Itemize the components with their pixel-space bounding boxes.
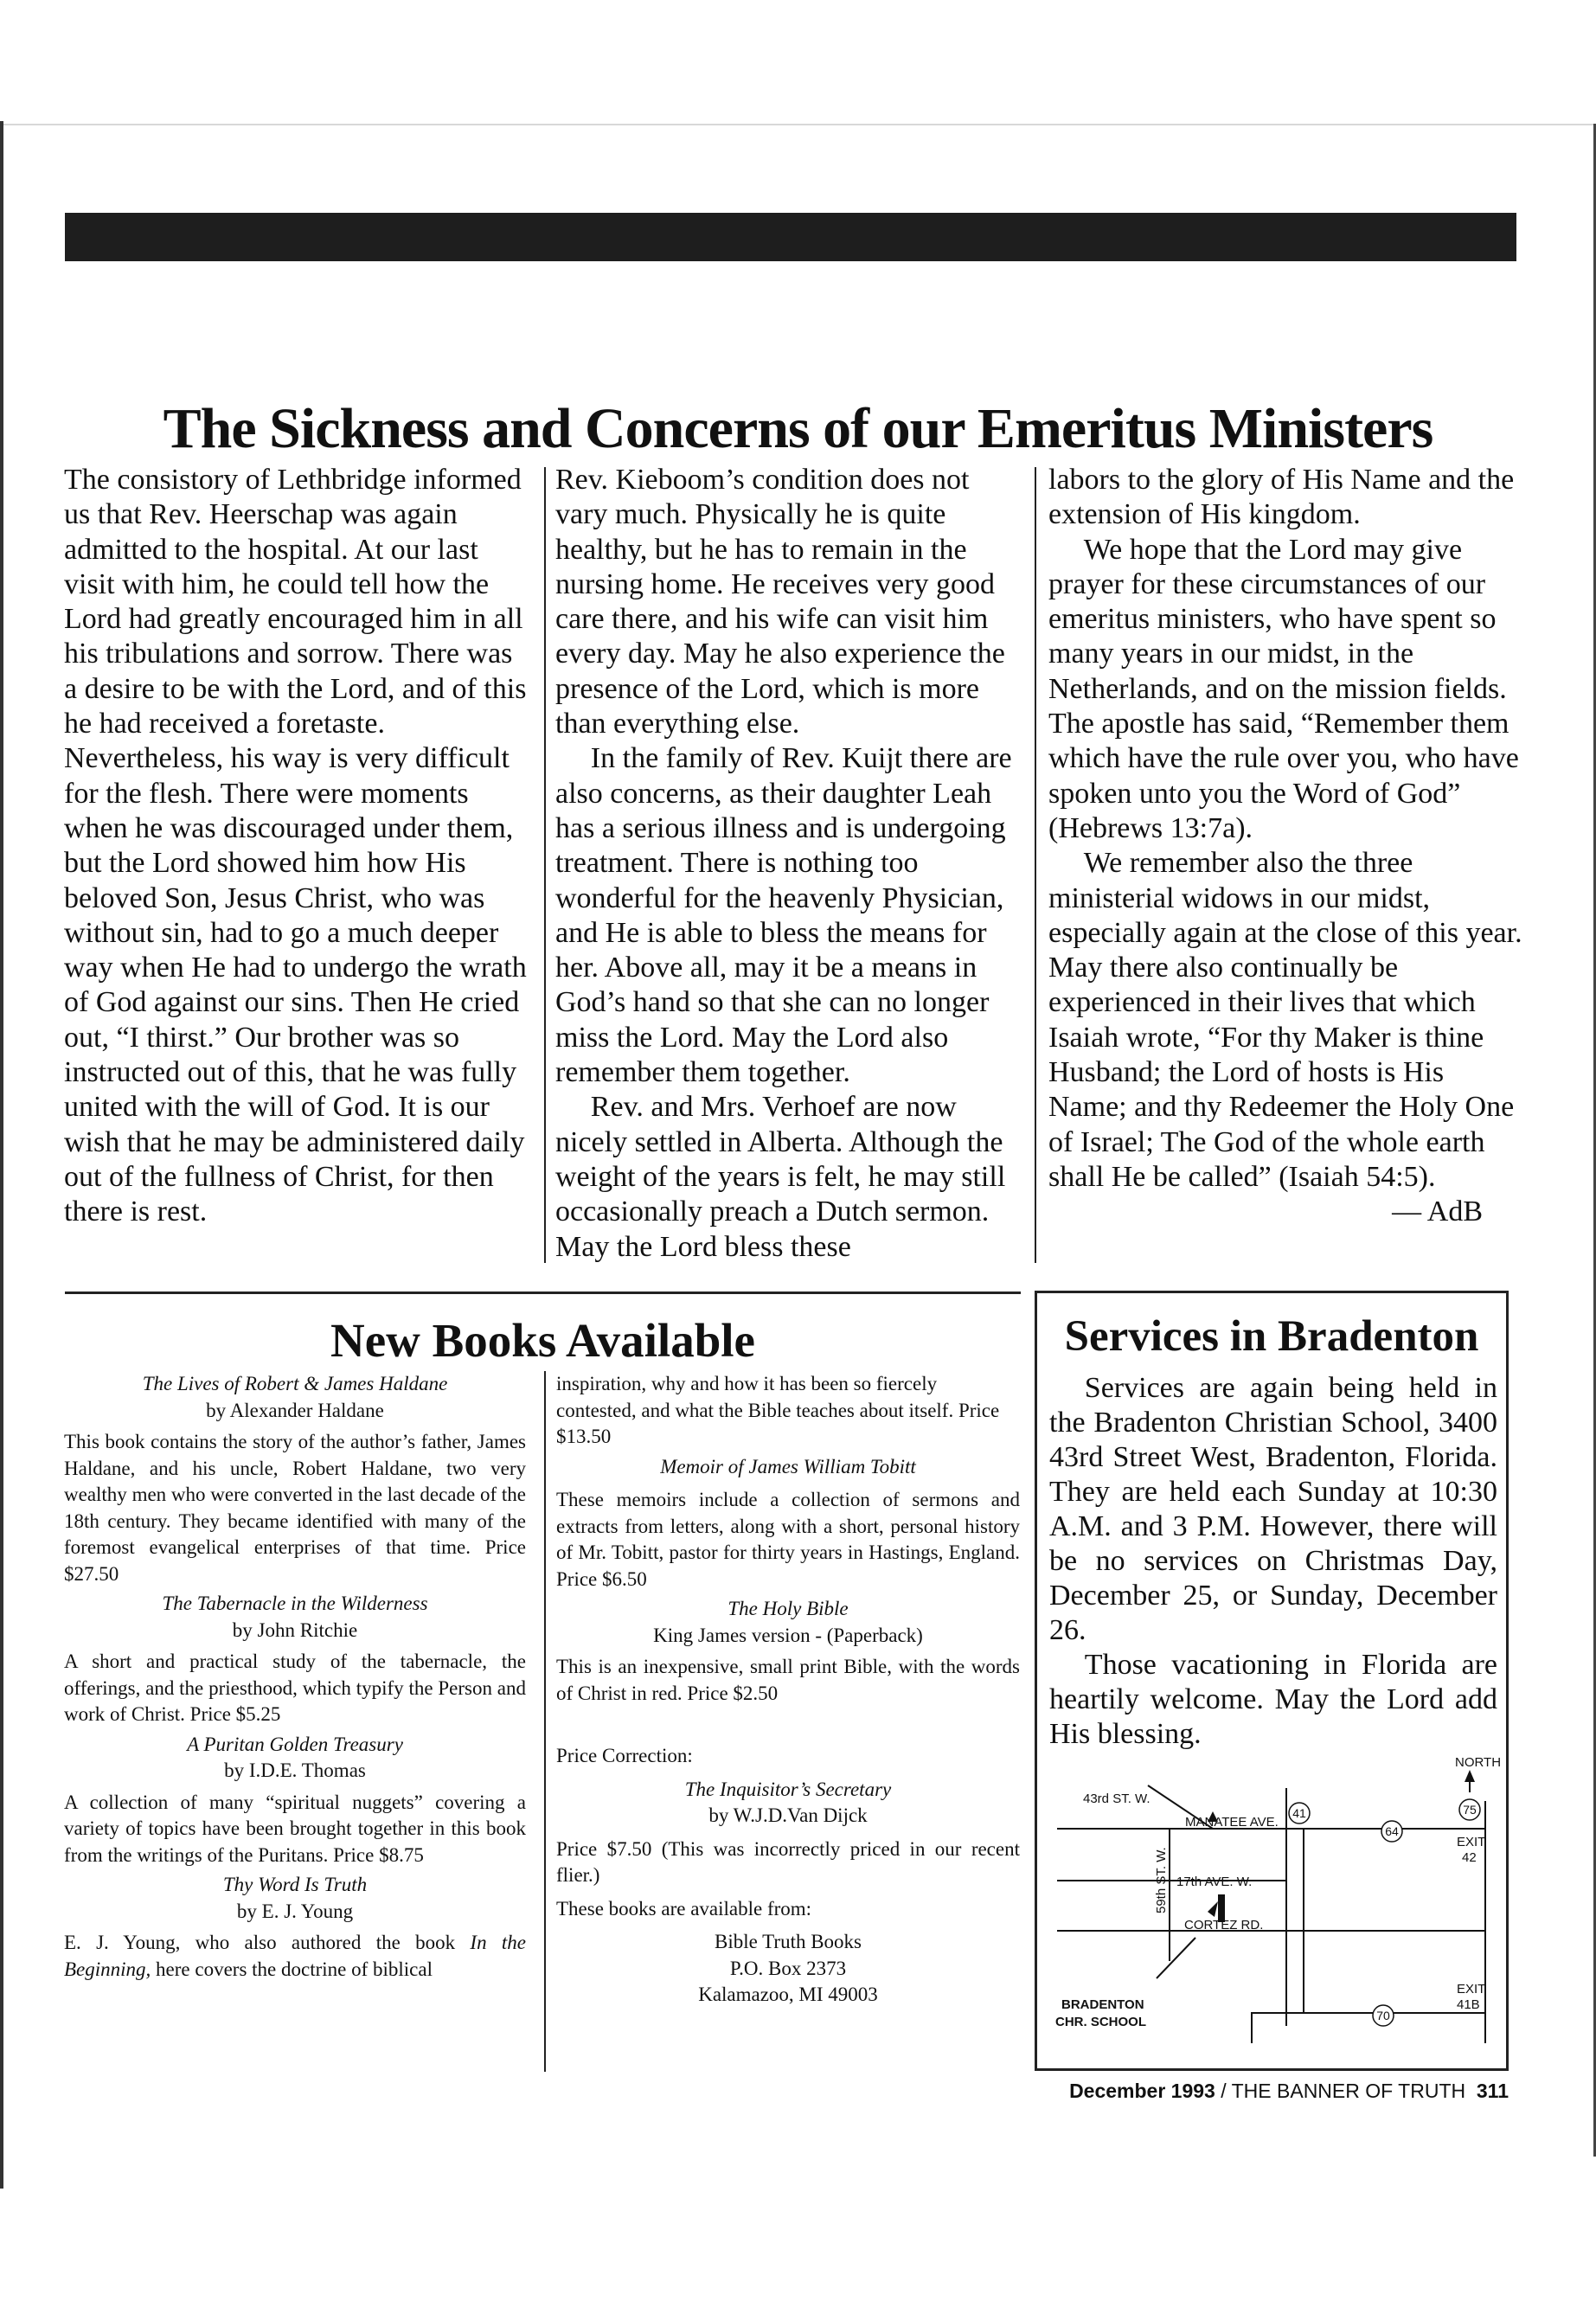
- book-description: [64, 1930, 526, 1983]
- services-title: Services in Bradenton: [1064, 1312, 1479, 1361]
- header-banner: [65, 213, 1516, 261]
- exit-41b-number: 41B: [1457, 1997, 1480, 2012]
- address-line: Kalamazoo, MI 49003: [698, 1984, 878, 2005]
- 17th-ave-label: 17th AVE. W.: [1176, 1875, 1253, 1889]
- book-author: by Alexander Haldane: [206, 1399, 384, 1421]
- footer-separator: /: [1215, 2080, 1232, 2102]
- address-line: Bible Truth Books: [715, 1931, 862, 1952]
- column-divider: [544, 467, 546, 1263]
- exit-42-label: EXIT: [1457, 1835, 1486, 1849]
- article-paragraph: The consistory of Lethbridge informed us that Rev. Heerschap was again admitted to the hospital. At our last visit with him, he could tell how the Lord had greatly encouraged him in all his tribulations and sorrow. There was a desire to be with the Lord, and of this he had received a foretaste. Nevertheless, his way is very difficult for the flesh. There were moments when he was discouraged under them, but the Lord showed him how His beloved Son, Jesus Christ, who was without sin, had to go a much deeper way when He had to undergo the wrath of God against our sins. Then He cried out, “I thirst.” Our brother was so instructed out of this, that he was fully united with the will of God. It is our wish that he may be administered daily out of the fullness of Christ, for then there is rest.: [64, 464, 527, 1228]
- book-description: inspiration, why and how it has been so fiercely contested, and what the Bible teaches about itself. Price $13.50: [556, 1373, 1000, 1447]
- book-author: by I.D.E. Thomas: [224, 1759, 366, 1781]
- book-title: Memoir of James William Tobitt: [660, 1455, 916, 1477]
- route-70-number: 70: [1376, 2009, 1390, 2022]
- footer-date: December 1993: [1069, 2080, 1215, 2102]
- page-footer: [1035, 2080, 1509, 2103]
- article-paragraph: Rev. and Mrs. Verhoef are now nicely settled in Alberta. Although the weight of the years is felt, he may still occasionally preach a Dutch sermon. May the Lord bless these: [555, 1091, 1006, 1263]
- exit-41b-label: EXIT: [1457, 1982, 1486, 1997]
- article-paragraph: We hope that the Lord may give prayer for these circumstances of our emeritus ministers, who have spent so many years in our midst, in the Netherlands, and on the mission fields. The apostle has said, “Remember them which have the rule over you, who have spoken unto you the Word of God” (Hebrews 13:7a).: [1048, 533, 1519, 844]
- article-paragraph: In the family of Rev. Kuijt there are also concerns, as their daughter Leah has a serious illness and is undergoing treatment. There is nothing too wonderful for the heavenly Physician, and He is able to bless the means for her. Above all, may it be a means in God’s hand so that she can no longer miss the Lord. May the Lord also remember them together.: [555, 742, 1012, 1089]
- book-description: A short and practical study of the tabernacle, the offerings, and the priesthood, which typify the Person and work of Christ. Price $5.25: [64, 1650, 526, 1725]
- school-label-line1: BRADENTON: [1061, 1997, 1144, 2012]
- book-title: The Inquisitor’s Secretary: [684, 1778, 892, 1800]
- manatee-ave-label: MANATEE AVE.: [1185, 1815, 1279, 1830]
- article-signature: — AdB: [1392, 1195, 1483, 1228]
- book-reference-title: In the Beginning,: [64, 1932, 526, 1980]
- book-author: by John Ritchie: [232, 1618, 358, 1641]
- book-description-text: here covers the doctrine of biblical: [151, 1958, 433, 1980]
- books-column-2: [556, 1371, 1020, 2009]
- article-paragraph: labors to the glory of His Name and the extension of His kingdom.: [1048, 464, 1515, 531]
- services-paragraph: Services are again being held in the Bradenton Christian School, 3400 43rd Street West, Bradenton, Florida. They are held each Sunday at 10:30 A.M. and 3 P.M. However, there will be no services on Christmas Day, December 25, or Sunday, December 26.: [1049, 1372, 1497, 1646]
- cortez-road-label: CORTEZ RD.: [1184, 1918, 1264, 1932]
- address-line: P.O. Box 2373: [729, 1957, 847, 1979]
- book-author: by W.J.D.Van Dijck: [708, 1804, 868, 1826]
- article-column-1: [64, 463, 528, 1230]
- 43rd-street-label: 43rd ST. W.: [1083, 1791, 1151, 1806]
- article-paragraph: Rev. Kieboom’s condition does not vary much. Physically he is quite healthy, but he has to remain in the nursing home. He receives very good care there, and his wife can visit him every day. May he also experience the presence of the Lord, which is more than everything else.: [555, 464, 1005, 740]
- article-paragraph: We remember also the three ministerial widows in our midst, especially again at the close of this year. May there also continually be experienced in their lives that which Isaiah wrote, “For thy Maker is thine Husband; the Lord of hosts is His Name; and thy Redeemer the Holy One of Israel; The God of the whole earth shall He be called” (Isaiah 54:5).: [1048, 847, 1522, 1193]
- book-title: The Tabernacle in the Wilderness: [162, 1593, 428, 1614]
- directions-map: [1048, 1749, 1510, 2043]
- column-divider: [544, 1371, 546, 2072]
- book-title: Thy Word Is Truth: [222, 1874, 368, 1895]
- school-label-line2: CHR. SCHOOL: [1055, 2015, 1146, 2029]
- route-75-number: 75: [1463, 1803, 1477, 1817]
- top-page-edge: [0, 124, 1596, 125]
- services-text: [1049, 1371, 1497, 1752]
- book-title: A Puritan Golden Treasury: [187, 1733, 403, 1755]
- book-description: This book contains the story of the author’s father, James Haldane, and his uncle, Robert Haldane, two very wealthy men who were converted in the last decade of the 18th century. They became identified with many of the foremost evangelical enterprises of that time. Price $27.50: [64, 1431, 526, 1585]
- school-pointer-icon: [1208, 1901, 1218, 1917]
- books-column-1: [64, 1371, 526, 1983]
- book-description-text: E. J. Young, who also authored the book: [64, 1932, 471, 1953]
- footer-page-number: 311: [1476, 2080, 1509, 2102]
- connector-road: [1252, 1829, 1304, 2043]
- article-title: The Sickness and Concerns of our Emeritus Ministers: [163, 397, 1433, 460]
- book-author: King James version - (Paperback): [653, 1624, 923, 1646]
- services-paragraph: Those vacationing in Florida are heartily welcome. May the Lord add His blessing.: [1049, 1649, 1497, 1750]
- book-title: The Holy Bible: [727, 1598, 849, 1619]
- book-description: Price $7.50 (This was incorrectly priced in our recent flier.): [556, 1837, 1020, 1886]
- book-description: These memoirs include a collection of sermons and extracts from letters, along with a short, personal history of Mr. Tobitt, pastor for thirty years in Hastings, England. Price $6.50: [556, 1489, 1020, 1590]
- route-64-number: 64: [1385, 1824, 1399, 1838]
- book-description: This is an inexpensive, small print Bible, with the words of Christ in red. Price $2.50: [556, 1656, 1020, 1704]
- book-description: A collection of many “spiritual nuggets” covering a variety of topics have been brought together in this book from the writings of the Puritans. Price $8.75: [64, 1791, 526, 1866]
- 59th-street-label: 59th ST. W.: [1154, 1847, 1169, 1913]
- section-divider: [65, 1292, 1021, 1294]
- book-author: by E. J. Young: [236, 1900, 354, 1922]
- book-title: The Lives of Robert & James Haldane: [142, 1373, 448, 1394]
- price-correction-label: Price Correction:: [556, 1745, 693, 1766]
- north-arrow-icon: [1465, 1770, 1475, 1782]
- books-title: New Books Available: [330, 1314, 755, 1367]
- available-from-label: These books are available from:: [556, 1897, 812, 1920]
- north-label: NORTH: [1455, 1755, 1502, 1770]
- column-divider: [1035, 467, 1036, 1263]
- footer-magazine: THE BANNER OF TRUTH: [1231, 2080, 1466, 2102]
- route-41-number: 41: [1292, 1806, 1306, 1820]
- article-column-2: [555, 463, 1022, 1265]
- school-pointer-line: [1157, 1938, 1195, 1978]
- article-column-3: [1048, 463, 1522, 1230]
- exit-42-number: 42: [1462, 1850, 1477, 1865]
